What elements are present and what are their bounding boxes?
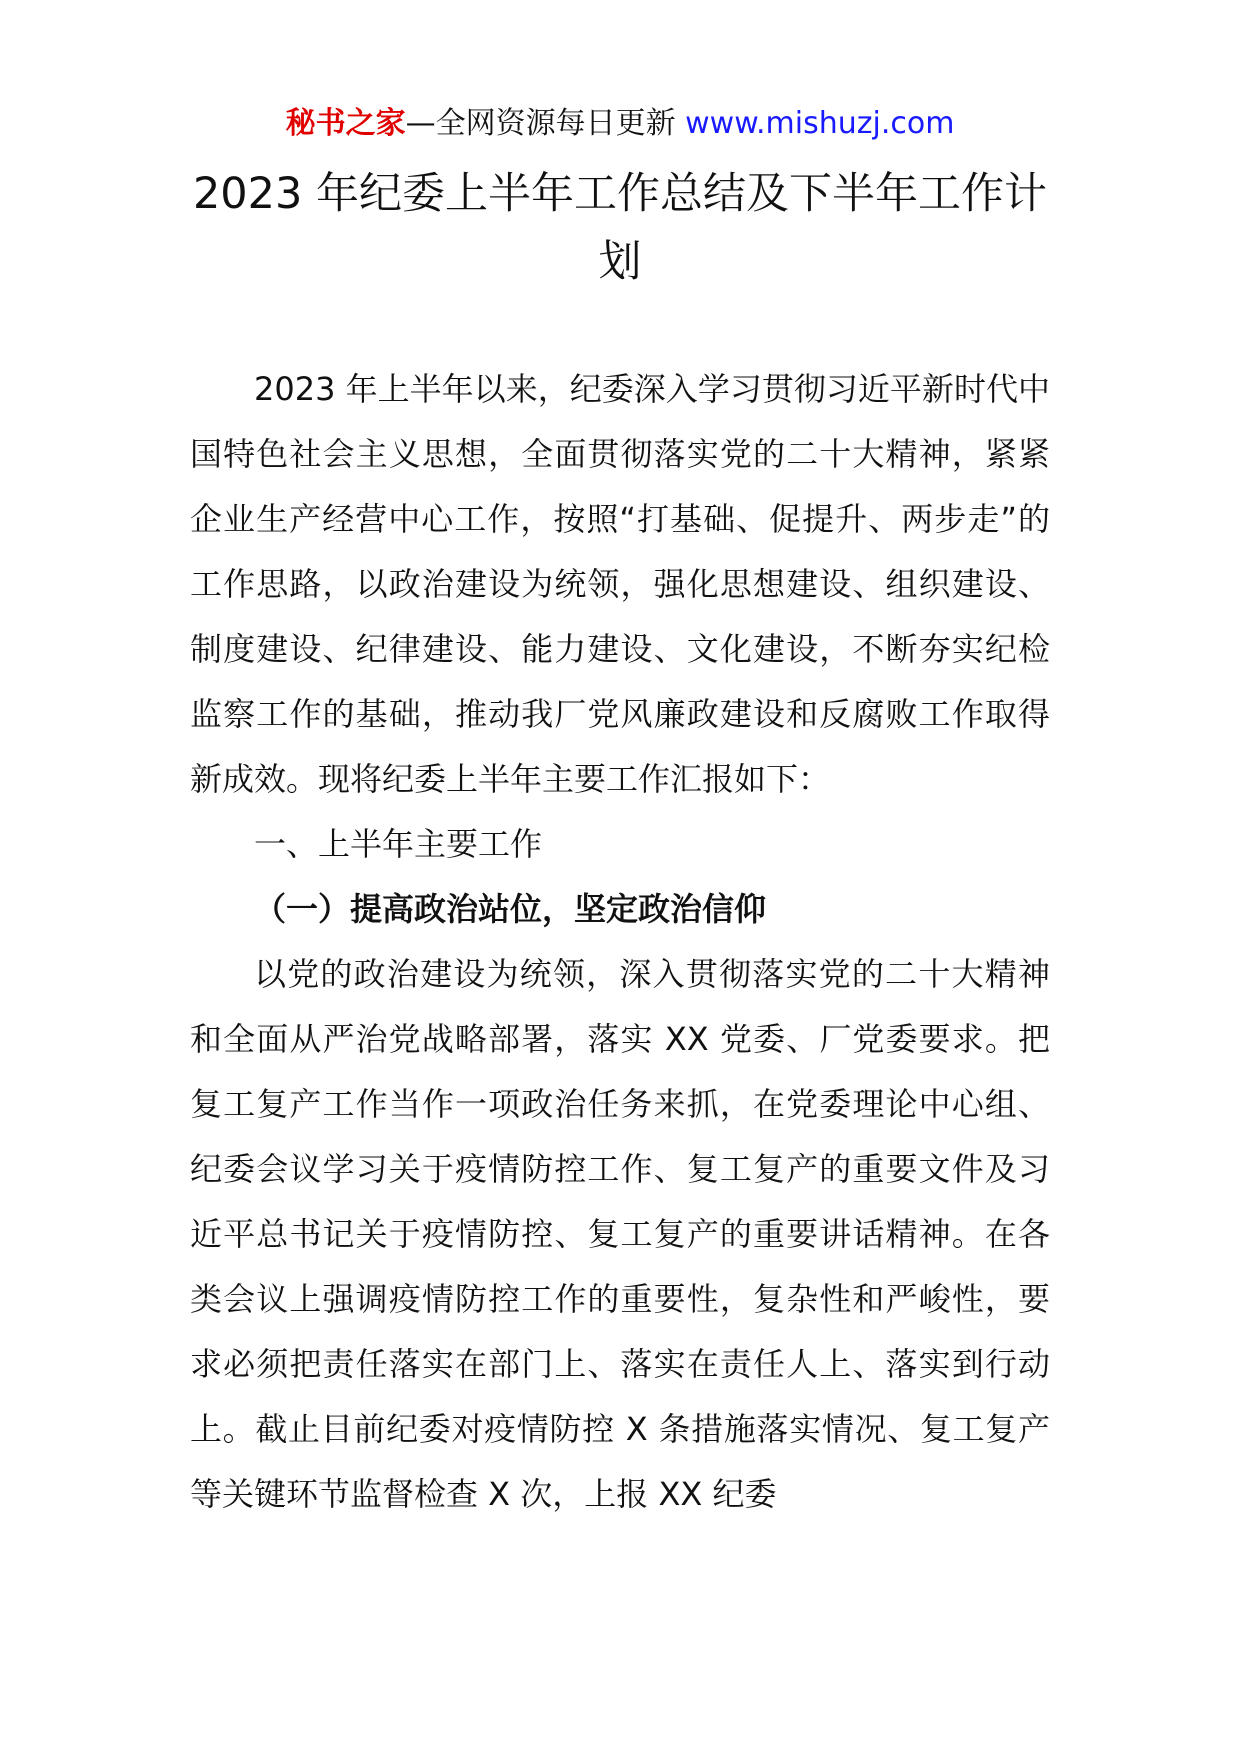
section-heading: 一、上半年主要工作 — [254, 825, 543, 863]
document-title: 2023 年纪委上半年工作总结及下半年工作计划 — [192, 169, 1048, 287]
site-url-link[interactable]: www.mishuzj.com — [685, 106, 955, 141]
intro-paragraph: 2023 年上半年以来，纪委深入学习贯彻习近平新时代中国特色社会主义思想，全面贯彻落实党的二十大精神，紧紧企业生产经营中心工作，按照“打基础、促提升、两步走”的工作思路，以政治建设为统领，强化思想建设、组织建设、制度建设、纪律建设、能力建设、文化建设，不断夯实纪检监察工作的基础，推动我厂党风廉政建设和反腐败工作取得新成效。现将纪委上半年主要工作汇报如下： — [190, 370, 1050, 798]
subsection-heading: （一）提高政治站位，坚定政治信仰 — [254, 890, 767, 928]
header-tagline: —全网资源每日更新 — [405, 106, 686, 141]
subsection-paragraph: 以党的政治建设为统领，深入贯彻落实党的二十大精神和全面从严治党战略部署，落实 XX 党委、厂党委要求。把复工复产工作当作一项政治任务来抓，在党委理论中心组、纪委会议学习关于疫情防控工作、复工复产的重要文件及习近平总书记关于疫情防控、复工复产的重要讲话精神。在各类会议上强调疫情防控工作的重要性，复杂性和严峻性，要求必须把责任落实在部门上、落实在责任人上、落实到行动上。截止目前纪委对疫情防控 X 条措施落实情况、复工复产等关键环节监督检查 X 次，上报 XX 纪委 — [190, 955, 1050, 1513]
document-body — [190, 357, 1050, 1527]
site-header — [0, 100, 1240, 148]
brand-name: 秘书之家 — [285, 106, 406, 141]
